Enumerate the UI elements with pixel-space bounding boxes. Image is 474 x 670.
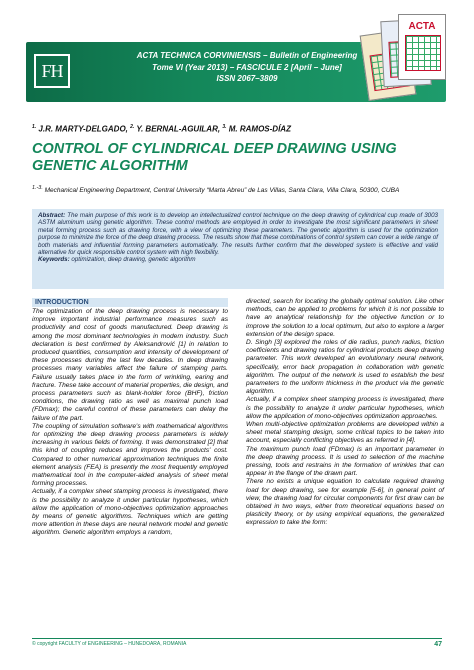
journal-header	[26, 14, 446, 94]
abstract-text: The main purpose of this work is to develop an intellectualized control technique on the deep drawing of cylindrical cup made of 3003 ASTM aluminum using genetic algorithm. These control methods are employed in order to investigate the most significant parameters in sheet metal forming process such as drawing force, with a view of optimizing these parameters. The genetic algorithm is used for the optimization purpose to minimize the force of the deep drawing process. The results show that these combinations of control system can cover a wide range of both materials and influential forming parameters automatically. The results further confirm that the developed system is effective and valid alternative for quick responsible control system with high flexibility.	[38, 212, 438, 257]
paper-title: CONTROL OF CYLINDRICAL DEEP DRAWING USING GENETIC ALGORITHM	[32, 141, 397, 174]
right-column	[246, 298, 444, 528]
faculty-logo	[34, 54, 70, 88]
journal-covers-image	[364, 14, 448, 104]
left-column	[32, 308, 228, 538]
issue-info: Tome VI (Year 2013) – FASCICULE 2 [April – June]	[152, 62, 342, 72]
copyright-text: © copyright FACULTY of ENGINEERING – HUNEDOARA, ROMANIA	[32, 641, 187, 647]
journal-info	[122, 50, 372, 85]
keywords-text: optimization, deep drawing, genetic algorithm	[71, 256, 196, 264]
author-1: J.R. MARTY-DELGADO,	[38, 124, 128, 134]
abstract-box	[32, 209, 444, 289]
affiliation: $^{1.-3.}$ Mechanical Engineering Department, Central University “Marta Abreu” de Las Villas, Santa Clara, Villa Clara, 50300, CUBA	[32, 185, 400, 195]
paragraph: directed, search for locating the globally optimal solution. Like other methods, can be applied to problems for which it is not possible to have an analytical relationship for the objective function or to improve the solution to a local optimum, but also to explore a larger extension of the design space.	[246, 298, 444, 338]
author-3: M. RAMOS-DÍAZ	[228, 124, 291, 134]
journal-name: ACTA TECHNICA CORVINIENSIS – Bulletin of Engineering	[136, 51, 358, 60]
paragraph: The maximum punch load (FDmax) is an important parameter in the deep drawing process. It is used to selection of the machine pressing, tools and restrains in the formation of wrinkles that can appear in the flange of the drawn part.	[246, 445, 444, 478]
abstract-label: Abstract:	[38, 212, 66, 219]
authors-line: $^{1.}$ J.R. MARTY-DELGADO, $^{2.}$ Y. BERNAL-AGUILAR, $^{3.}$ M. RAMOS-DÍAZ	[32, 124, 291, 134]
logo-text: FH	[41, 60, 63, 81]
issn: ISSN 2067–3809	[216, 74, 278, 83]
page-footer	[32, 638, 442, 652]
paragraph: The coupling of simulation software's with mathematical algorithms for optimizing the deep drawing process parameters is widely increasing in various fields of forming. It was demonstrated [2] that this kind of coupling reduces and improves the products' cost. Compared to other numerical approximation techniques the finite element analysis (FEA) is presently the most frequently employed mathematical tool in the computer-aided analysis of sheet metal forming processes.	[32, 422, 228, 488]
page-number: 47	[434, 641, 442, 648]
cover-title: ACTA	[408, 21, 436, 32]
paragraph: Actually, if a complex sheet stamping process is investigated, there is the possibility to analyze it under particular hypotheses, which allow the application of mono-objectives optimization approaches.	[246, 396, 444, 420]
paragraph: The optimization of the deep drawing process is necessary to improve important industrial performance measures such as productivity and cost of goods manufactured. Deep drawing is among the most dominant technologies in modern industry. Such declaration is best confirmed by Aleksandrović [1] in relation to produced quantities, consumption and intensity of development of these processes during the last few decades. In deep drawing processes many variables affect the failure of stamping parts. Failure usually takes place in the form of wrinkling, earing and fracture. These take account of material properties, die design, and process parameters such as blank-holder force (BHF), friction conditions, the drawing ratio as well as maximal punch load (FDmax); the careful control of these parameters can delay the failure of the part.	[32, 308, 228, 422]
cover-thumbnail	[398, 14, 446, 80]
author-2: Y. BERNAL-AGUILAR,	[136, 124, 221, 134]
paragraph: Actually, if a complex sheet stamping process is investigated, there is the possibility to analyze it under particular hypotheses, which allow the application of mono-objectives optimization approaches by means of genetic algorithms. Techniques which are getting more attention in these days are neural network model and genetic algorithm. Genetic algorithm employs a random,	[32, 488, 228, 537]
keywords-label: Keywords:	[38, 256, 70, 264]
section-heading-introduction: INTRODUCTION	[32, 298, 228, 307]
paragraph: When multi-objective optimization problems are developed within a sheet metal stamping design, some critical topics to be taken into account, especially conflicting objectives as referred in [4].	[246, 421, 444, 445]
paragraph: There no exists a unique equation to calculate required drawing load for deep drawing, see for example [5-6], in general point of view, the drawing load for circular components for first draw can be obtained in two ways, either from theoretical equations based on plasticity theory, or by using empirical equations, the generalized expression to take the form:	[246, 478, 444, 527]
paragraph: D. Singh [3] explored the roles of die radius, punch radius, friction coefficients and drawing ratios for cylindrical products deep drawing parameter. This work developed an evolutionary neural network, specifically, error back propagation in collaboration with genetic algorithm. The output of the network is used to establish the best parameters to the uniform thickness in the product via the genetic algorithm.	[246, 339, 444, 396]
